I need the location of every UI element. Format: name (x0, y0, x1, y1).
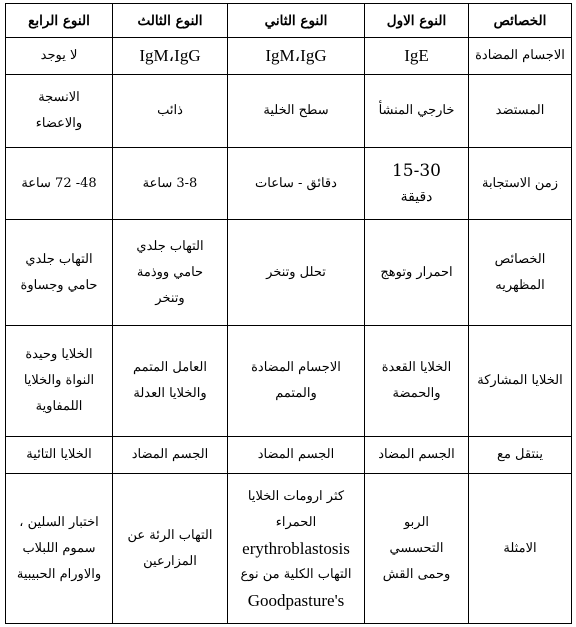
cell-type-2 (228, 474, 365, 624)
cell-line: والاعضاء (35, 116, 83, 131)
cell-line: وتنخر (155, 290, 185, 306)
header-row (6, 4, 572, 38)
cell-type-1: احمرار وتوهج (365, 220, 469, 326)
table-row (6, 75, 572, 148)
cell-line: التهاب جلدي (136, 238, 204, 254)
cell-line: والمتمم (275, 386, 317, 401)
cell-type-2: تحلل وتنخر (228, 220, 365, 326)
cell-line: اختبار السلين ، (19, 514, 99, 530)
hypersensitivity-types-table (5, 3, 572, 624)
cell-type-2: سطح الخلية (228, 75, 365, 148)
table-row (6, 474, 572, 624)
cell-line: Goodpasture's (247, 590, 345, 610)
cell-line: المزارعين (143, 553, 197, 569)
cell-type-1: الجسم المضاد (365, 437, 469, 474)
cell-type-1 (365, 326, 469, 437)
cell-line: والاورام الحبيبية (16, 566, 102, 582)
table-row (6, 326, 572, 437)
cell-line: الانسجة (38, 90, 80, 105)
cell-type-4 (6, 326, 113, 437)
cell-type-4: لا يوجد (6, 38, 113, 75)
hypersensitivity-table-container (5, 3, 571, 623)
table-row (6, 437, 572, 474)
header-type-4: النوع الرابع (6, 4, 113, 38)
cell-line: التهاب جلدي (25, 251, 93, 267)
cell-type-1: خارجي المنشأ (365, 75, 469, 148)
cell-line: الخلايا القعدة (381, 360, 452, 375)
cell-line: سموم اللبلاب (22, 540, 96, 556)
cell-type-1: IgE (365, 38, 469, 75)
cell-line: الخلايا وحيدة (25, 347, 93, 362)
cell-type-3: 3-8 ساعة (113, 148, 228, 220)
cell-property: الامثلة (469, 474, 572, 624)
cell-property: المستضد (469, 75, 572, 148)
cell-line: الحمراء (275, 514, 317, 530)
cell-property: زمن الاستجابة (469, 148, 572, 220)
cell-type-3: ذائب (113, 75, 228, 148)
cell-type-4 (6, 75, 113, 148)
header-type-1: النوع الاول (365, 4, 469, 38)
cell-type-1 (365, 474, 469, 624)
cell-type-2: IgM،IgG (228, 38, 365, 75)
cell-type-2: دقائق - ساعات (228, 148, 365, 220)
cell-type-2 (228, 326, 365, 437)
cell-line: التحسسي (389, 540, 444, 556)
cell-type-3: IgM،IgG (113, 38, 228, 75)
cell-line: الربو (403, 514, 430, 530)
cell-type-3 (113, 220, 228, 326)
cell-property (469, 220, 572, 326)
cell-line: erythroblastosis (242, 538, 350, 558)
cell-line: الاجسام المضادة (251, 360, 341, 375)
header-type-2: النوع الثاني (228, 4, 365, 38)
cell-type-4 (6, 474, 113, 624)
cell-property: الاجسام المضادة (469, 38, 572, 75)
table-row (6, 148, 572, 220)
cell-type-2: الجسم المضاد (228, 437, 365, 474)
cell-line: 15-30 (391, 160, 441, 181)
cell-line: النواة والخلايا (23, 373, 95, 388)
cell-line: اللمفاوية (35, 399, 83, 414)
cell-type-4 (6, 220, 113, 326)
cell-line: العامل المتمم (133, 360, 207, 375)
cell-type-1 (365, 148, 469, 220)
cell-property: ينتقل مع (469, 437, 572, 474)
cell-line: دقيقة (400, 188, 433, 205)
cell-type-3: الجسم المضاد (113, 437, 228, 474)
cell-line: والخلايا العدلة (133, 386, 207, 401)
table-row (6, 38, 572, 75)
cell-line: المظهريه (495, 277, 545, 293)
header-type-3: النوع الثالث (113, 4, 228, 38)
cell-type-4: 48- 72 ساعة (6, 148, 113, 220)
cell-line: التهاب الكلية من نوع (240, 566, 352, 582)
table-row (6, 220, 572, 326)
cell-type-4: الخلايا التائية (6, 437, 113, 474)
cell-line: حامي ووذمة (136, 264, 204, 280)
cell-line: حامي وجساوة (20, 277, 98, 293)
cell-line: الخصائص (494, 251, 546, 267)
cell-type-3 (113, 474, 228, 624)
cell-line: كثر ارومات الخلايا (247, 488, 345, 504)
cell-property: الخلايا المشاركة (469, 326, 572, 437)
cell-type-3 (113, 326, 228, 437)
header-properties: الخصائص (469, 4, 572, 38)
cell-line: وحمى القش (382, 566, 451, 582)
cell-line: التهاب الرئة عن (127, 527, 213, 543)
cell-line: والحمضة (392, 386, 441, 401)
